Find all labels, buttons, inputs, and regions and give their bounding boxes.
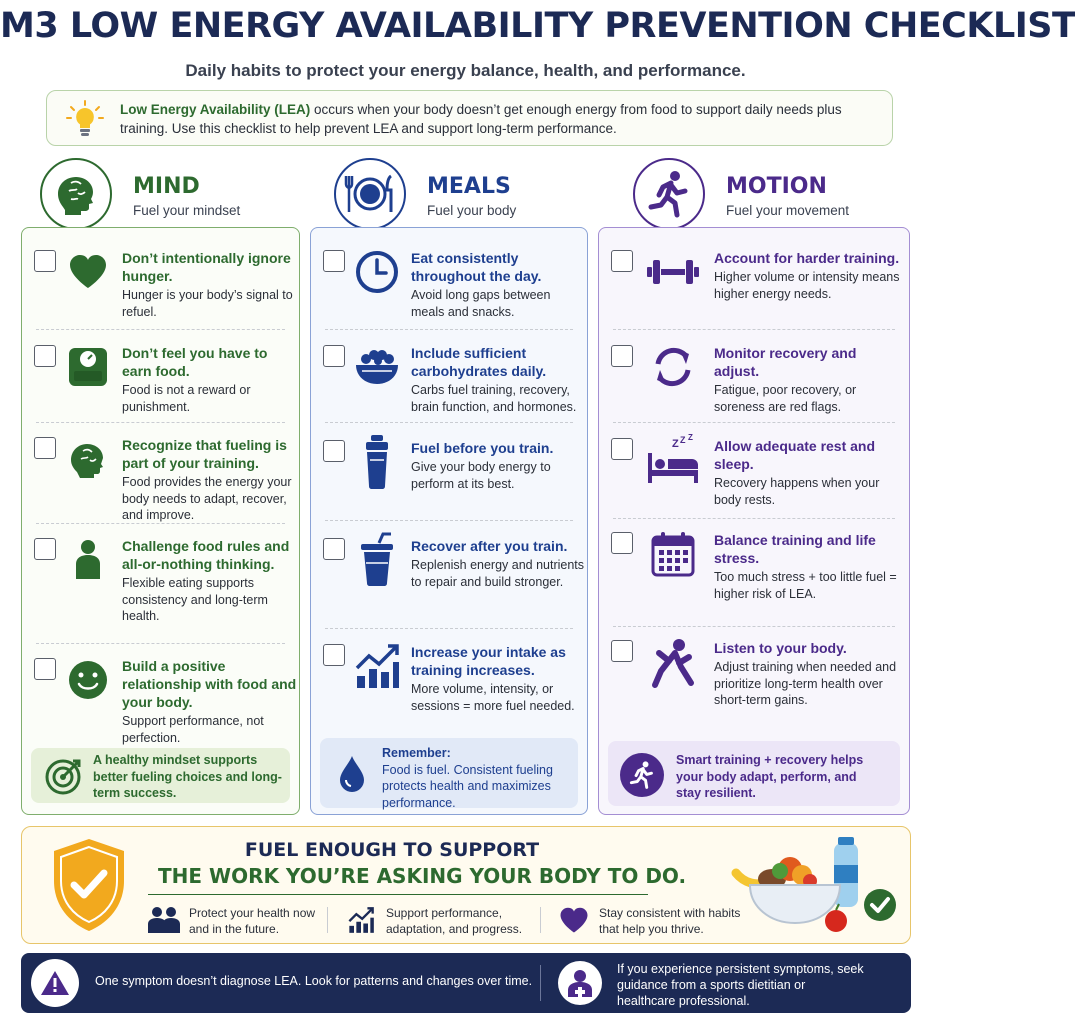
heart-icon [557,905,591,935]
svg-text:Z: Z [688,433,693,442]
warning-icon [31,959,79,1007]
intro-banner [46,90,893,146]
doctor-icon [558,961,602,1005]
shaker-bottle-icon [355,440,399,484]
checkbox[interactable] [34,658,56,680]
brain-icon [40,158,112,230]
motion-column: Account for harder training. Higher volume or intensity means higher energy needs. Monitor recovery and adjust. Fatigue, poor recovery, or soreness are red flags. Z Z Z Allow adequate rest and sleep. Recovery happens when your body rests. Balance training and life stress. Too much stress + too little fuel = higher risk of LEA. Listen to your body. Adjust training when needed and prioritize long-term health over short-term gains. Smart training + recovery helps your body adapt, perform, and stay resilient. [598,227,910,815]
food-bowl-icon [730,835,900,939]
fuel-line2: THE WORK YOU’RE ASKING YOUR BODY TO DO. [158,864,687,888]
dumbbell-icon [645,250,701,294]
heart-icon [66,250,110,294]
brain-icon [66,437,110,481]
checkbox[interactable] [611,438,633,460]
refresh-icon [645,345,701,389]
checkbox[interactable] [34,538,56,560]
checkbox[interactable] [34,345,56,367]
intro-bold: Low Energy Availability (LEA) [120,102,311,117]
page-subtitle: Daily habits to protect your energy balance, health, and performance. [185,61,746,80]
footer-warning: One symptom doesn’t diagnose LEA. Look for patterns and changes over time. [95,974,533,988]
svg-text:Z: Z [680,435,686,445]
svg-text:Z: Z [672,438,679,450]
motion-subtitle: Fuel your movement [726,203,850,218]
intro-text: occurs when your body doesn’t get enough energy from food to support daily needs plus training. Use this checklist to help prevent LEA and support long-term performance. [120,102,842,136]
page-title: M3 LOW ENERGY AVAILABILITY PREVENTION CHECKLIST [0,6,1075,46]
checkbox[interactable] [323,538,345,560]
meals-title: MEALS [427,174,511,199]
water-drop-icon [332,754,372,794]
checkbox[interactable] [34,250,56,272]
meals-header [334,158,594,226]
people-icon [147,905,181,935]
scale-icon [66,345,110,389]
drink-cup-icon [355,538,399,582]
runner-icon [633,158,705,230]
bed-icon [645,433,701,482]
calendar-icon [645,532,701,576]
smile-icon [66,658,110,702]
stretching-icon [645,640,701,684]
clock-icon [355,250,399,294]
mind-header [40,158,300,226]
motion-note: Smart training + recovery helps your body adapt, perform, and stay resilient. [608,741,900,806]
lightbulb-icon [65,99,105,139]
mind-note: A healthy mindset supports better fueling choices and long-term success. [31,748,290,803]
target-icon [43,756,83,796]
footer-banner [21,953,911,1013]
growth-chart-icon [355,644,399,688]
mind-subtitle: Fuel your mindset [133,203,241,218]
plate-icon [334,158,406,230]
motion-title: MOTION [726,174,827,199]
checkbox[interactable] [611,532,633,554]
checkbox[interactable] [323,250,345,272]
meals-column: Eat consistently throughout the day. Avoid long gaps between meals and snacks. Include sufficient carbohydrates daily. Carbs fuel training, recovery, brain function, and hormones. Fuel before you train. Give your body energy to perform at its best. Recover after you train. Replenish energy and nutrients to repair and build stronger. Increase your intake as training increases. More volume, intensity, or sessions = more fuel needed. Remember: Food is fuel. Consistent fueling protects health and maximizes performance. [310,227,588,815]
fuel-line1: FUEL ENOUGH TO SUPPORT [244,839,540,861]
checkbox[interactable] [611,640,633,662]
meals-note: Remember: Food is fuel. Consistent fueling protects health and maximizes performance. [320,738,578,808]
checkbox[interactable] [34,437,56,459]
checkbox[interactable] [611,345,633,367]
checkbox[interactable] [323,644,345,666]
checkbox[interactable] [323,440,345,462]
person-icon [66,538,110,582]
shield-check-icon [50,837,128,933]
meals-subtitle: Fuel your body [427,203,517,218]
checkbox[interactable] [323,345,345,367]
growth-chart-icon [344,905,378,935]
mind-column: Don’t intentionally ignore hunger. Hunger is your body’s signal to refuel. Don’t feel you have to earn food. Food is not a reward or punishment. Recognize that fueling is part of your training. Food provides the energy your body needs to adapt, recover, and improve. Challenge food rules and all-or-nothing thinking. Flexible eating supports consistency and long-term health. Build a positive relationship with food and your body. Support performance, not perfection. A healthy mindset supports better fueling choices and long-term success. [21,227,300,815]
checkbox[interactable] [611,250,633,272]
motion-header [633,158,893,226]
bowl-icon [355,345,399,389]
runner-icon [620,753,664,797]
meals-note-title: Remember: [382,746,451,760]
footer-advice: If you experience persistent symptoms, seek guidance from a sports dietitian or healthcare professional. [617,962,864,1008]
mind-title: MIND [133,174,200,199]
fuel-banner: FUEL ENOUGH TO SUPPORT THE WORK YOU’RE ASKING YOUR BODY TO DO. Protect your health now and in the future. Support performance, adaptation, and progress. Stay consistent with habits that help you thrive. [21,826,911,944]
